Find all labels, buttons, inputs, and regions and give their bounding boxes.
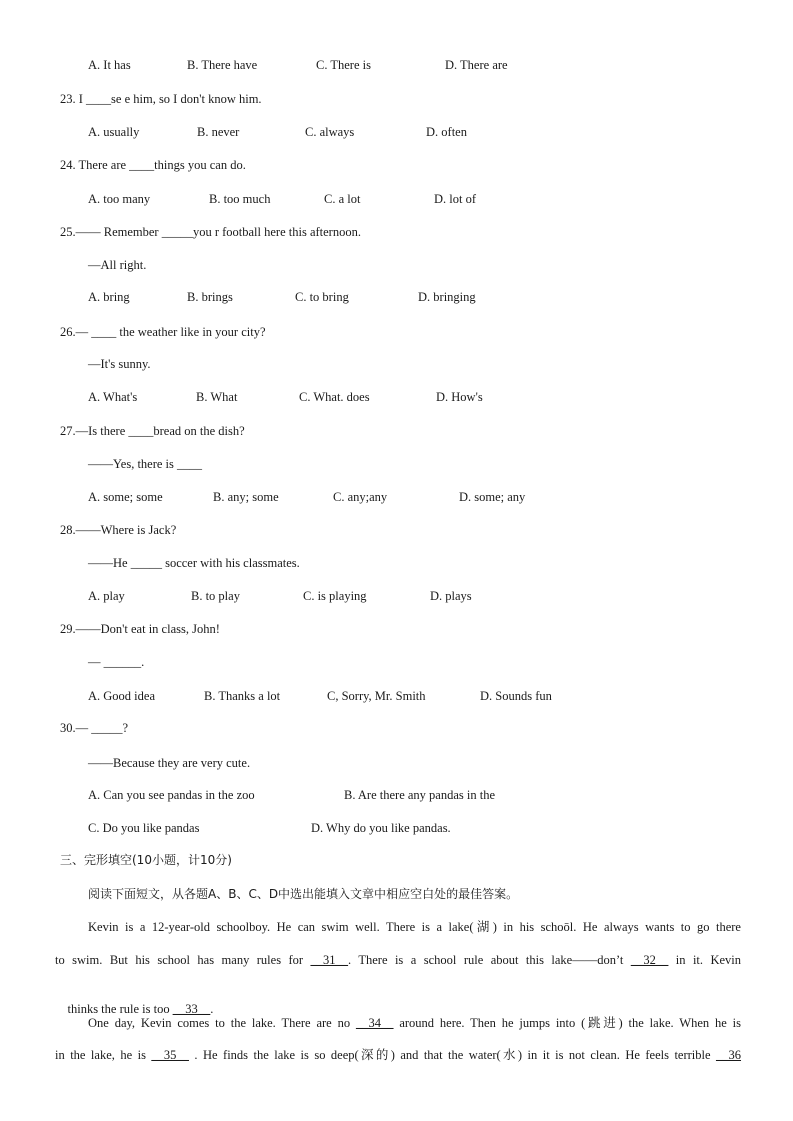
q23-option-d: D. often xyxy=(426,125,467,139)
blank-32: __32__ xyxy=(630,953,669,967)
q28-reply: ——He _____ soccer with his classmates. xyxy=(88,556,300,570)
q30-reply: ——Because they are very cute. xyxy=(88,756,251,770)
q25-reply: —All right. xyxy=(88,258,147,272)
q23-option-c: C. always xyxy=(305,125,355,139)
q25-option-d: D. bringing xyxy=(418,290,476,304)
q28-stem: 28.——Where is Jack? xyxy=(60,523,177,537)
passage-text: . xyxy=(210,1002,214,1016)
passage-line-1: Kevin is a 12-year-old schoolboy. He can swim well. There is a lake(湖) in his schoōl. He always wants to go there xyxy=(88,920,741,934)
q29-option-b: B. Thanks a lot xyxy=(204,689,281,703)
q26-option-c: C. What. does xyxy=(299,390,370,404)
q27-option-d: D. some; any xyxy=(459,490,526,504)
q23-option-a: A. usually xyxy=(88,125,140,139)
q26-option-d: D. How's xyxy=(436,390,483,404)
blank-35: __35__ xyxy=(151,1048,189,1062)
blank-36: __36 xyxy=(716,1048,742,1062)
q24-option-c: C. a lot xyxy=(324,192,361,206)
q28-option-b: B. to play xyxy=(191,589,240,603)
q24-option-a: A. too many xyxy=(88,192,151,206)
q30-option-b: B. Are there any pandas in the xyxy=(344,788,495,802)
q27-stem: 27.—Is there ____bread on the dish? xyxy=(60,424,245,438)
q27-reply: ——Yes, there is ____ xyxy=(88,457,203,471)
section-heading: 三、完形填空(10小题，计10分) xyxy=(60,853,232,867)
q30-option-d: D. Why do you like pandas. xyxy=(311,821,451,835)
q23-option-b: B. never xyxy=(197,125,240,139)
q27-option-b: B. any; some xyxy=(213,490,279,504)
q25-option-b: B. brings xyxy=(187,290,233,304)
passage-text: . There is a school rule about this lake——don’t xyxy=(348,953,631,967)
q26-stem: 26.— ____ the weather like in your city? xyxy=(60,325,266,339)
section-instruction: 阅读下面短文，从各题A、B、C、D中选出能填入文章中相应空白处的最佳答案。 xyxy=(88,887,519,901)
q24-stem: 24. There are ____things you can do. xyxy=(60,158,246,172)
q23-stem: 23. I ____se e him, so I don't know him. xyxy=(60,92,262,106)
passage-line-4 xyxy=(88,1015,741,1031)
q30-stem: 30.— _____? xyxy=(60,721,129,735)
q26-option-a: A. What's xyxy=(88,390,138,404)
q28-option-c: C. is playing xyxy=(303,589,367,603)
passage-text: One day, Kevin comes to the lake. There are no xyxy=(88,1016,356,1030)
q22-option-a: A. It has xyxy=(88,58,131,72)
q29-option-d: D. Sounds fun xyxy=(480,689,552,703)
q25-option-c: C. to bring xyxy=(295,290,349,304)
blank-31: __31__ xyxy=(310,953,349,967)
q27-option-a: A. some; some xyxy=(88,490,163,504)
q24-option-b: B. too much xyxy=(209,192,271,206)
q22-option-c: C. There is xyxy=(316,58,371,72)
q26-option-b: B. What xyxy=(196,390,238,404)
q25-option-a: A. bring xyxy=(88,290,130,304)
q29-option-a: A. Good idea xyxy=(88,689,155,703)
q27-option-c: C. any;any xyxy=(333,490,388,504)
q29-option-c: C, Sorry, Mr. Smith xyxy=(327,689,426,703)
q28-option-d: D. plays xyxy=(430,589,472,603)
q28-option-a: A. play xyxy=(88,589,125,603)
passage-text: thinks the rule is too xyxy=(67,1002,173,1016)
q29-stem: 29.——Don't eat in class, John! xyxy=(60,622,220,636)
passage-line-2 xyxy=(55,952,741,968)
q30-option-a: A. Can you see pandas in the zoo xyxy=(88,788,255,802)
q25-stem: 25.—— Remember _____you r football here this afternoon. xyxy=(60,225,361,239)
q29-reply: — ______. xyxy=(88,655,145,669)
q22-option-b: B. There have xyxy=(187,58,258,72)
passage-text: around here. Then he jumps into (跳进) the lake. When he is xyxy=(393,1016,741,1030)
blank-34: __34__ xyxy=(355,1016,394,1030)
q26-reply: —It's sunny. xyxy=(88,357,151,371)
q24-option-d: D. lot of xyxy=(434,192,477,206)
passage-line-5 xyxy=(55,1047,741,1063)
passage-text: . He finds the lake is so deep(深的) and that the water(水) in it is not clean. He feels terrible xyxy=(188,1048,717,1062)
blank-33: __33__ xyxy=(172,1002,211,1016)
passage-text: in it. Kevin xyxy=(668,953,742,967)
q30-option-c: C. Do you like pandas xyxy=(88,821,200,835)
q22-option-d: D. There are xyxy=(445,58,508,72)
passage-text: to swim. But his school has many rules for xyxy=(55,953,311,967)
passage-text: in the lake, he is xyxy=(55,1048,152,1062)
